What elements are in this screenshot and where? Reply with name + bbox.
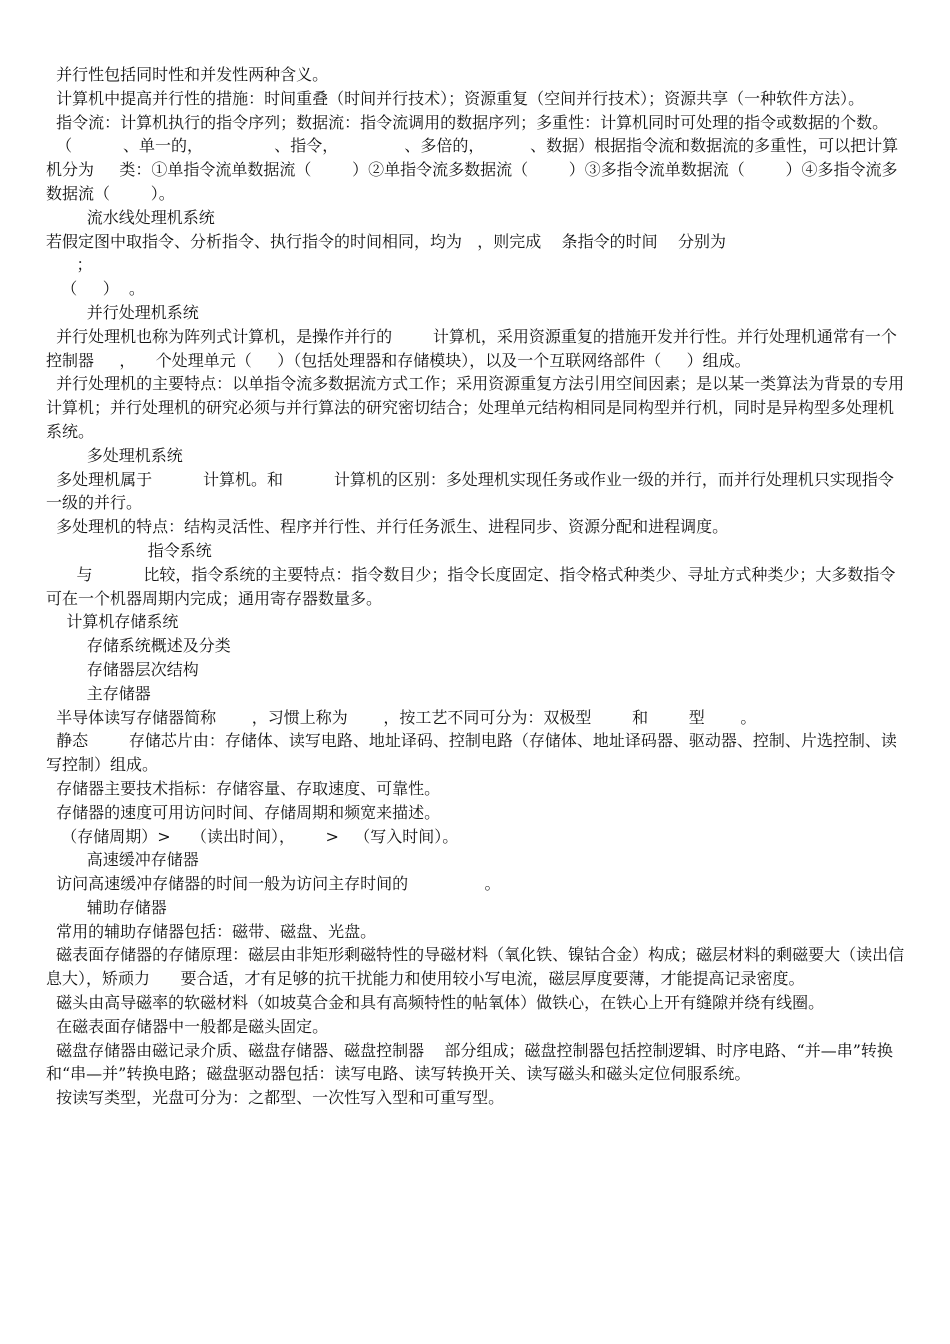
heading-storage-system: 计算机存储系统 — [46, 612, 179, 632]
paragraph-optical-disk-types: 按读写类型，光盘可分为：之都型、一次性写入型和可重写型。 — [46, 1088, 505, 1108]
heading-storage-overview: 存储系统概述及分类 — [46, 636, 231, 656]
paragraph-multiprocessor-features: 多处理机的特点：结构灵活性、程序并行性、并行任务派生、进程同步、资源分配和进程调度。 — [46, 517, 729, 537]
paragraph-memory-metrics: 存储器主要技术指标：存储容量、存取速度、可靠性。 — [46, 778, 441, 798]
paragraph-multiprocessor-intro: 多处理机属于 计算机。和 计算机的区别：多处理机实现任务或作业一级的并行，而并行处理机只实现指令一级的并行。 — [46, 469, 894, 513]
paragraph-head-fixed: 在磁表面存储器中一般都是磁头固定。 — [46, 1016, 329, 1036]
heading-multiprocessor: 多处理机系统 — [46, 445, 183, 465]
document-body — [46, 63, 908, 1110]
heading-main-memory: 主存储器 — [46, 683, 151, 703]
paragraph-static-memory-chip: 静态 存储芯片由：存储体、读写电路、地址译码、控制电路（存储体、地址译码器、驱动器、控制、片选控制、读 写控制）组成。 — [46, 731, 908, 775]
heading-pipeline-system: 流水线处理机系统 — [46, 207, 215, 227]
paragraph-pipeline-formula-1: ； — [46, 255, 93, 275]
paragraph-pipeline-timing: 若假定图中取指令、分析指令、执行指令的时间相同，均为 ，则完成 条指令的时间 分别为 — [46, 231, 726, 251]
paragraph-semiconductor-memory: 半导体读写存储器简称 ，习惯上称为 ，按工艺不同可分为：双极型 和 型 。 — [46, 707, 757, 727]
paragraph-instruction-stream: 指令流：计算机执行的指令序列；数据流：指令流调用的数据序列；多重性：计算机同时可处理的指令或数据的个数。 — [46, 112, 889, 132]
paragraph-magnetic-surface-principle: 磁表面存储器的存储原理：磁层由非矩形剩磁特性的导磁材料（氧化铁、镍钴合金）构成；磁层材料的剩磁要大（读出信息大），矫顽力 要合适，才有足够的抗干扰能力和使用较小写电流，磁层厚度要薄，才能提高记录密度。 — [46, 945, 905, 989]
paragraph-parallel-processor-intro: 并行处理机也称为阵列式计算机，是操作并行的 计算机，采用资源重复的措施开发并行性。并行处理机通常有一个控制器 ， 个处理单元（ ）（包括处理器和存储模块），以及一个互联网络部件（ ）组成。 — [46, 326, 897, 370]
paragraph-magnetic-head: 磁头由高导磁率的软磁材料（如坡莫合金和具有高频特性的帖氧体）做铁心，在铁心上开有缝隙并绕有线圈。 — [46, 993, 825, 1013]
paragraph-parallelism-measures: 计算机中提高并行性的措施：时间重叠（时间并行技术）；资源重复（空间并行技术）；资源共享（一种软件方法）。 — [46, 88, 865, 108]
paragraph-auxiliary-types: 常用的辅助存储器包括：磁带、磁盘、光盘。 — [46, 921, 377, 941]
heading-instruction-system: 指令系统 — [46, 540, 212, 560]
heading-cache-memory: 高速缓冲存储器 — [46, 850, 199, 870]
paragraph-pipeline-formula-2: （ ） 。 — [46, 279, 145, 299]
heading-storage-hierarchy: 存储器层次结构 — [46, 659, 199, 679]
paragraph-memory-timing-relation: （存储周期）> （读出时间）， > （写入时间）。 — [46, 826, 459, 846]
paragraph-parallel-processor-features: 并行处理机的主要特点：以单指令流多数据流方式工作；采用资源重复方法引用空间因素；是以某一类算法为背景的专用计算机；并行处理机的研究必须与并行算法的研究密切结合；处理单元结构相同是同构型并行机，同时是异构型多处理机系统。 — [46, 374, 905, 441]
paragraph-flynn-classification: （ 、单一的， 、指令， 、多倍的， 、数据）根据指令流和数据流的多重性，可以把计算机分为 类：①单指令流单数据流（ ）②单指令流多数据流（ ）③多指令流单数据流（ ）④多指令流多数据流（ ）。 — [46, 136, 899, 203]
paragraph-parallelism-definition: 并行性包括同时性和并发性两种含义。 — [46, 65, 329, 84]
paragraph-instruction-system-features: 与 比较，指令系统的主要特点：指令数目少；指令长度固定、指令格式种类少、寻址方式种类少；大多数指令可在一个机器周期内完成；通用寄存器数量多。 — [46, 564, 896, 608]
paragraph-memory-speed: 存储器的速度可用访问时间、存储周期和频宽来描述。 — [46, 802, 441, 822]
paragraph-cache-access-time: 访问高速缓冲存储器的时间一般为访问主存时间的 。 — [46, 874, 501, 894]
heading-parallel-processor: 并行处理机系统 — [46, 302, 199, 322]
paragraph-disk-components: 磁盘存储器由磁记录介质、磁盘存储器、磁盘控制器 部分组成；磁盘控制器包括控制逻辑、时序电路、“并—串”转换和“串—并”转换电路；磁盘驱动器包括：读写电路、读写转换开关、读写磁头和磁头定位伺服系统。 — [46, 1040, 893, 1084]
heading-auxiliary-storage: 辅助存储器 — [46, 897, 167, 917]
